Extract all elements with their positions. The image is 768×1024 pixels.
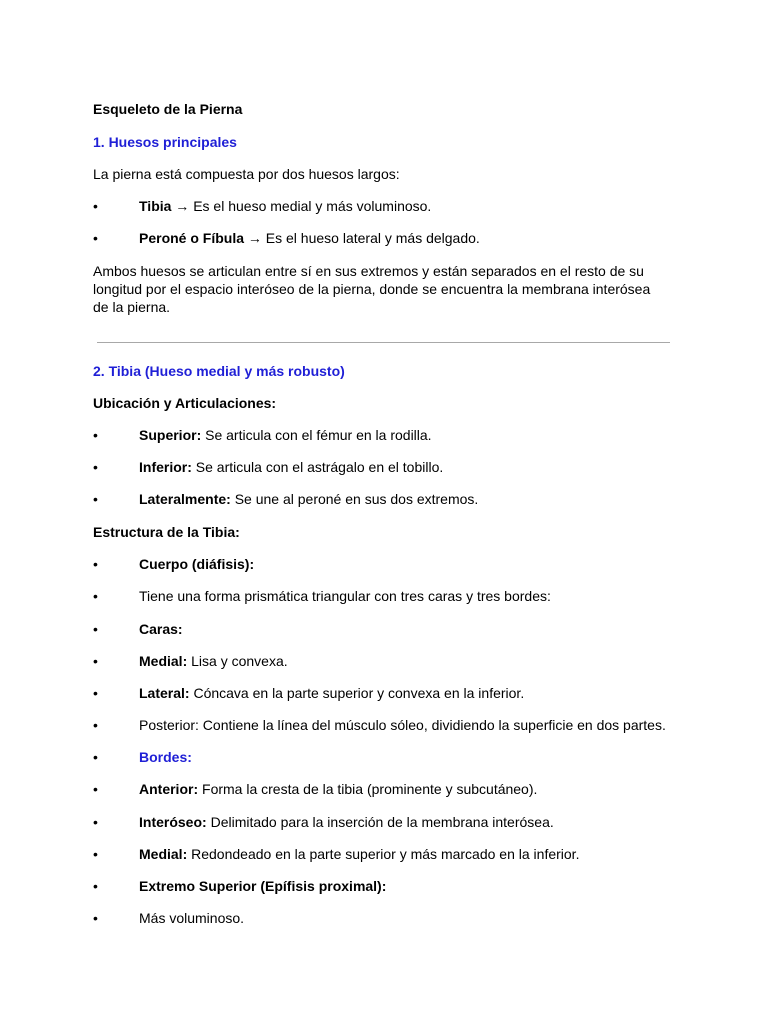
paragraph-line: de la pierna. bbox=[93, 299, 171, 315]
bullet: • bbox=[93, 459, 98, 475]
item-text: Lisa y convexa. bbox=[187, 653, 288, 669]
bullet: • bbox=[93, 781, 98, 797]
section-heading-tibia: 2. Tibia (Hueso medial y más robusto) bbox=[93, 363, 345, 379]
item-term: Caras: bbox=[139, 621, 183, 637]
item-term: Tibia bbox=[139, 198, 172, 214]
item-term: Inferior: bbox=[139, 459, 192, 475]
item-text: Posterior: Contiene la línea del músculo sóleo, dividiendo la superficie en dos partes. bbox=[139, 717, 666, 733]
bullet: • bbox=[93, 427, 98, 443]
bullet: • bbox=[93, 910, 98, 926]
intro-text: La pierna está compuesta por dos huesos largos: bbox=[93, 166, 400, 182]
section-heading-huesos-principales: 1. Huesos principales bbox=[93, 134, 237, 150]
item-term: Lateralmente: bbox=[139, 491, 231, 507]
bullet: • bbox=[93, 198, 98, 214]
item-text: Forma la cresta de la tibia (prominente y subcutáneo). bbox=[198, 781, 538, 797]
bullet: • bbox=[93, 814, 98, 830]
paragraph-line: longitud por el espacio interóseo de la pierna, donde se encuentra la membrana interósea bbox=[93, 281, 651, 297]
bullet: • bbox=[93, 621, 98, 637]
item-text: → Es el hueso medial y más voluminoso. bbox=[171, 198, 432, 214]
bullet: • bbox=[93, 653, 98, 669]
item-term: Anterior: bbox=[139, 781, 199, 797]
item-text: Cóncava en la parte superior y convexa en la inferior. bbox=[189, 685, 525, 701]
item-text: Tiene una forma prismática triangular con tres caras y tres bordes: bbox=[139, 588, 551, 604]
paragraph-line: Ambos huesos se articulan entre sí en sus extremos y están separados en el resto de su bbox=[93, 263, 644, 279]
document-title: Esqueleto de la Pierna bbox=[93, 101, 243, 117]
item-text: Más voluminoso. bbox=[139, 910, 245, 926]
subheading-estructura: Estructura de la Tibia: bbox=[93, 524, 240, 540]
bullet: • bbox=[93, 685, 98, 701]
bullet: • bbox=[93, 588, 98, 604]
bullet: • bbox=[93, 230, 98, 246]
item-term: Cuerpo (diáfisis): bbox=[139, 556, 255, 572]
bullet: • bbox=[93, 846, 98, 862]
bullet: • bbox=[93, 491, 98, 507]
item-term-accent: Bordes: bbox=[139, 749, 192, 765]
item-term: Peroné o Fíbula bbox=[139, 230, 245, 246]
item-text: Redondeado en la parte superior y más marcado en la inferior. bbox=[187, 846, 580, 862]
item-term: Superior: bbox=[139, 427, 202, 443]
bullet: • bbox=[93, 556, 98, 572]
item-text: Se articula con el fémur en la rodilla. bbox=[201, 427, 432, 443]
bullet: • bbox=[93, 878, 98, 894]
item-term: Medial: bbox=[139, 653, 188, 669]
item-term: Interóseo: bbox=[139, 814, 207, 830]
bullet: • bbox=[93, 717, 98, 733]
item-text: → Es el hueso lateral y más delgado. bbox=[244, 230, 480, 246]
item-text: Delimitado para la inserción de la membrana interósea. bbox=[206, 814, 554, 830]
item-text: Se articula con el astrágalo en el tobillo. bbox=[191, 459, 444, 475]
horizontal-divider bbox=[97, 342, 670, 343]
item-term: Medial: bbox=[139, 846, 188, 862]
subheading-ubicacion: Ubicación y Articulaciones: bbox=[93, 395, 277, 411]
bullet: • bbox=[93, 749, 98, 765]
item-text: Se une al peroné en sus dos extremos. bbox=[230, 491, 479, 507]
item-term: Extremo Superior (Epífisis proximal): bbox=[139, 878, 387, 894]
item-term: Lateral: bbox=[139, 685, 190, 701]
